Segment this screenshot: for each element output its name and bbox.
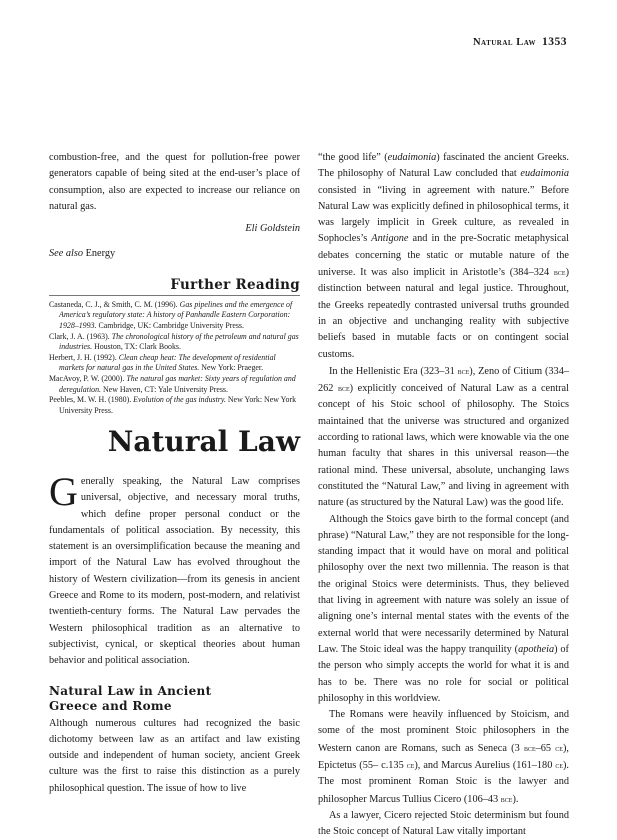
page-number: 1353 [542,36,567,48]
continued-paragraph: combustion-free, and the quest for pollution-free power generators capable of being sited at the end-user’s place of consumption, also are expected to increase our reliance on natural gas. [49,152,300,212]
running-title: Natural Law [472,37,536,48]
author-signature: Eli Goldstein [245,223,300,235]
reference-item: Clark, J. A. (1963). The chronological history of the petroleum and natural gas industries. Houston, TX: Clark Books. [49,331,299,352]
paragraph: “the good life” (eudaimonia) fascinated the ancient Greeks. The philosophy of Natural Law concluded that eudaimonia consisted in “living in agreement with nature.” Before Natural Law was explicitly defined in philosophical terms, it was largely implicit in Greek culture, as revealed in Sophocles’s Antigone and in the pre-Socratic metaphysical debates concerning the static or mutable nature of the universe. It was also implicit in Aristotle’s (384–324 bce) distinction between natural and legal justice. Throughout, the Greeks repeatedly contrasted universal truths grounded in an objective and unchanging reality with subjective beliefs based in mutable facts or on contingent social customs. [318,152,569,360]
drop-cap: G [49,469,78,514]
right-column [318,150,569,840]
paragraph: As a lawyer, Cicero rejected Stoic determinism but found the Stoic concept of Natural Law vitally important [318,809,569,838]
entry-title: Natural Law [107,425,300,458]
see-also-label: See also [49,248,84,260]
see-also-link[interactable]: Energy [85,248,116,260]
reference-item: Peebles, M. W. H. (1980). Evolution of the gas industry. New York: New York University Press. [49,395,297,415]
paragraph: In the Hellenistic Era (323–31 bce), Zeno of Citium (334–262 bce) explicitly conceived of Natural Law as a central concept of his Stoic school of philosophy. The Stoics maintained that the universe was structured and organized according to rational laws, which were knowable via the one human faculty that shares in this universal reason—the rational mind. These universal, absolute, unchanging laws constituted the “Natural Law,” and living in agreement with nature (as structured by the Natural Law) was the good life. [318,365,570,509]
heading-rule [49,295,300,296]
left-column-top [49,150,300,416]
further-reading-heading: Further Reading [170,276,300,293]
intro-paragraph: Generally speaking, the Natural Law comprises universal, objective, and necessary moral truths, which define proper personal conduct or the fundamentals of political association. By necessity, this statement is an oversimplification because the meaning and import of the Natural Law has evolved throughout the history of Western civilization—from its genesis in ancient Greece and Rome to its modern, post-modern, and relativist twentieth-century forms. The Natural Law pervades the Western philosophical tradition as an alternative to subjectivist, cynical, or skeptical theories about human behavior and political association. [49,469,300,667]
section-heading: Natural Law in Ancient Greece and Rome [49,683,212,713]
section-paragraph: Although numerous cultures had recognized the basic dichotomy between law as an artifact and law existing outside and independent of human society, ancient Greek culture was the first to raise this distinction as a purely philosophical question. The issue of how to live [49,717,300,794]
reference-list [49,300,300,417]
left-column-entry [49,469,300,797]
reference-item: Herbert, J. H. (1992). Clean cheap heat: The development of residential markets for natural gas in the United States. New York: Praeger. [49,352,276,373]
reference-item: MacAvoy, P. W. (2000). The natural gas market: Sixty years of regulation and deregulation. New Haven, CT: Yale University Press. [49,373,296,394]
running-header [473,36,567,48]
paragraph: Although the Stoics gave birth to the formal concept (and phrase) “Natural Law,” they are not responsible for the long-standing impact that it would have on moral and political philosophy over the next two millennia. The reason is that the original Stoics were determinists. Thus, they believed that living in agreement with nature was solely an issue of aligning one’s internal mental states with the events of the external world that were necessarily determined by Natural Law. The Stoic ideal was the happy tranquility (apotheia) of the person who simply accepts the world for what it is and has to be. There was no role for social or political philosophy in this worldview. [318,513,569,704]
see-also [49,246,300,262]
reference-item: Castaneda, C. J., & Smith, C. M. (1996). Gas pipelines and the emergence of America’s regulatory state: A history of Panhandle Eastern Corporation: 1928–1993. Cambridge, UK: Cambridge University Press. [49,299,293,330]
paragraph: The Romans were heavily influenced by Stoicism, and some of the most prominent Stoic philosophers in the Western canon are Romans, such as Seneca (3 bce–65 ce), Epictetus (55– c.135 ce), and Marcus Aurelius (161–180 ce). The most prominent Roman Stoic is the lawyer and philosopher Marcus Tullius Cicero (106–43 bce). [318,709,569,805]
